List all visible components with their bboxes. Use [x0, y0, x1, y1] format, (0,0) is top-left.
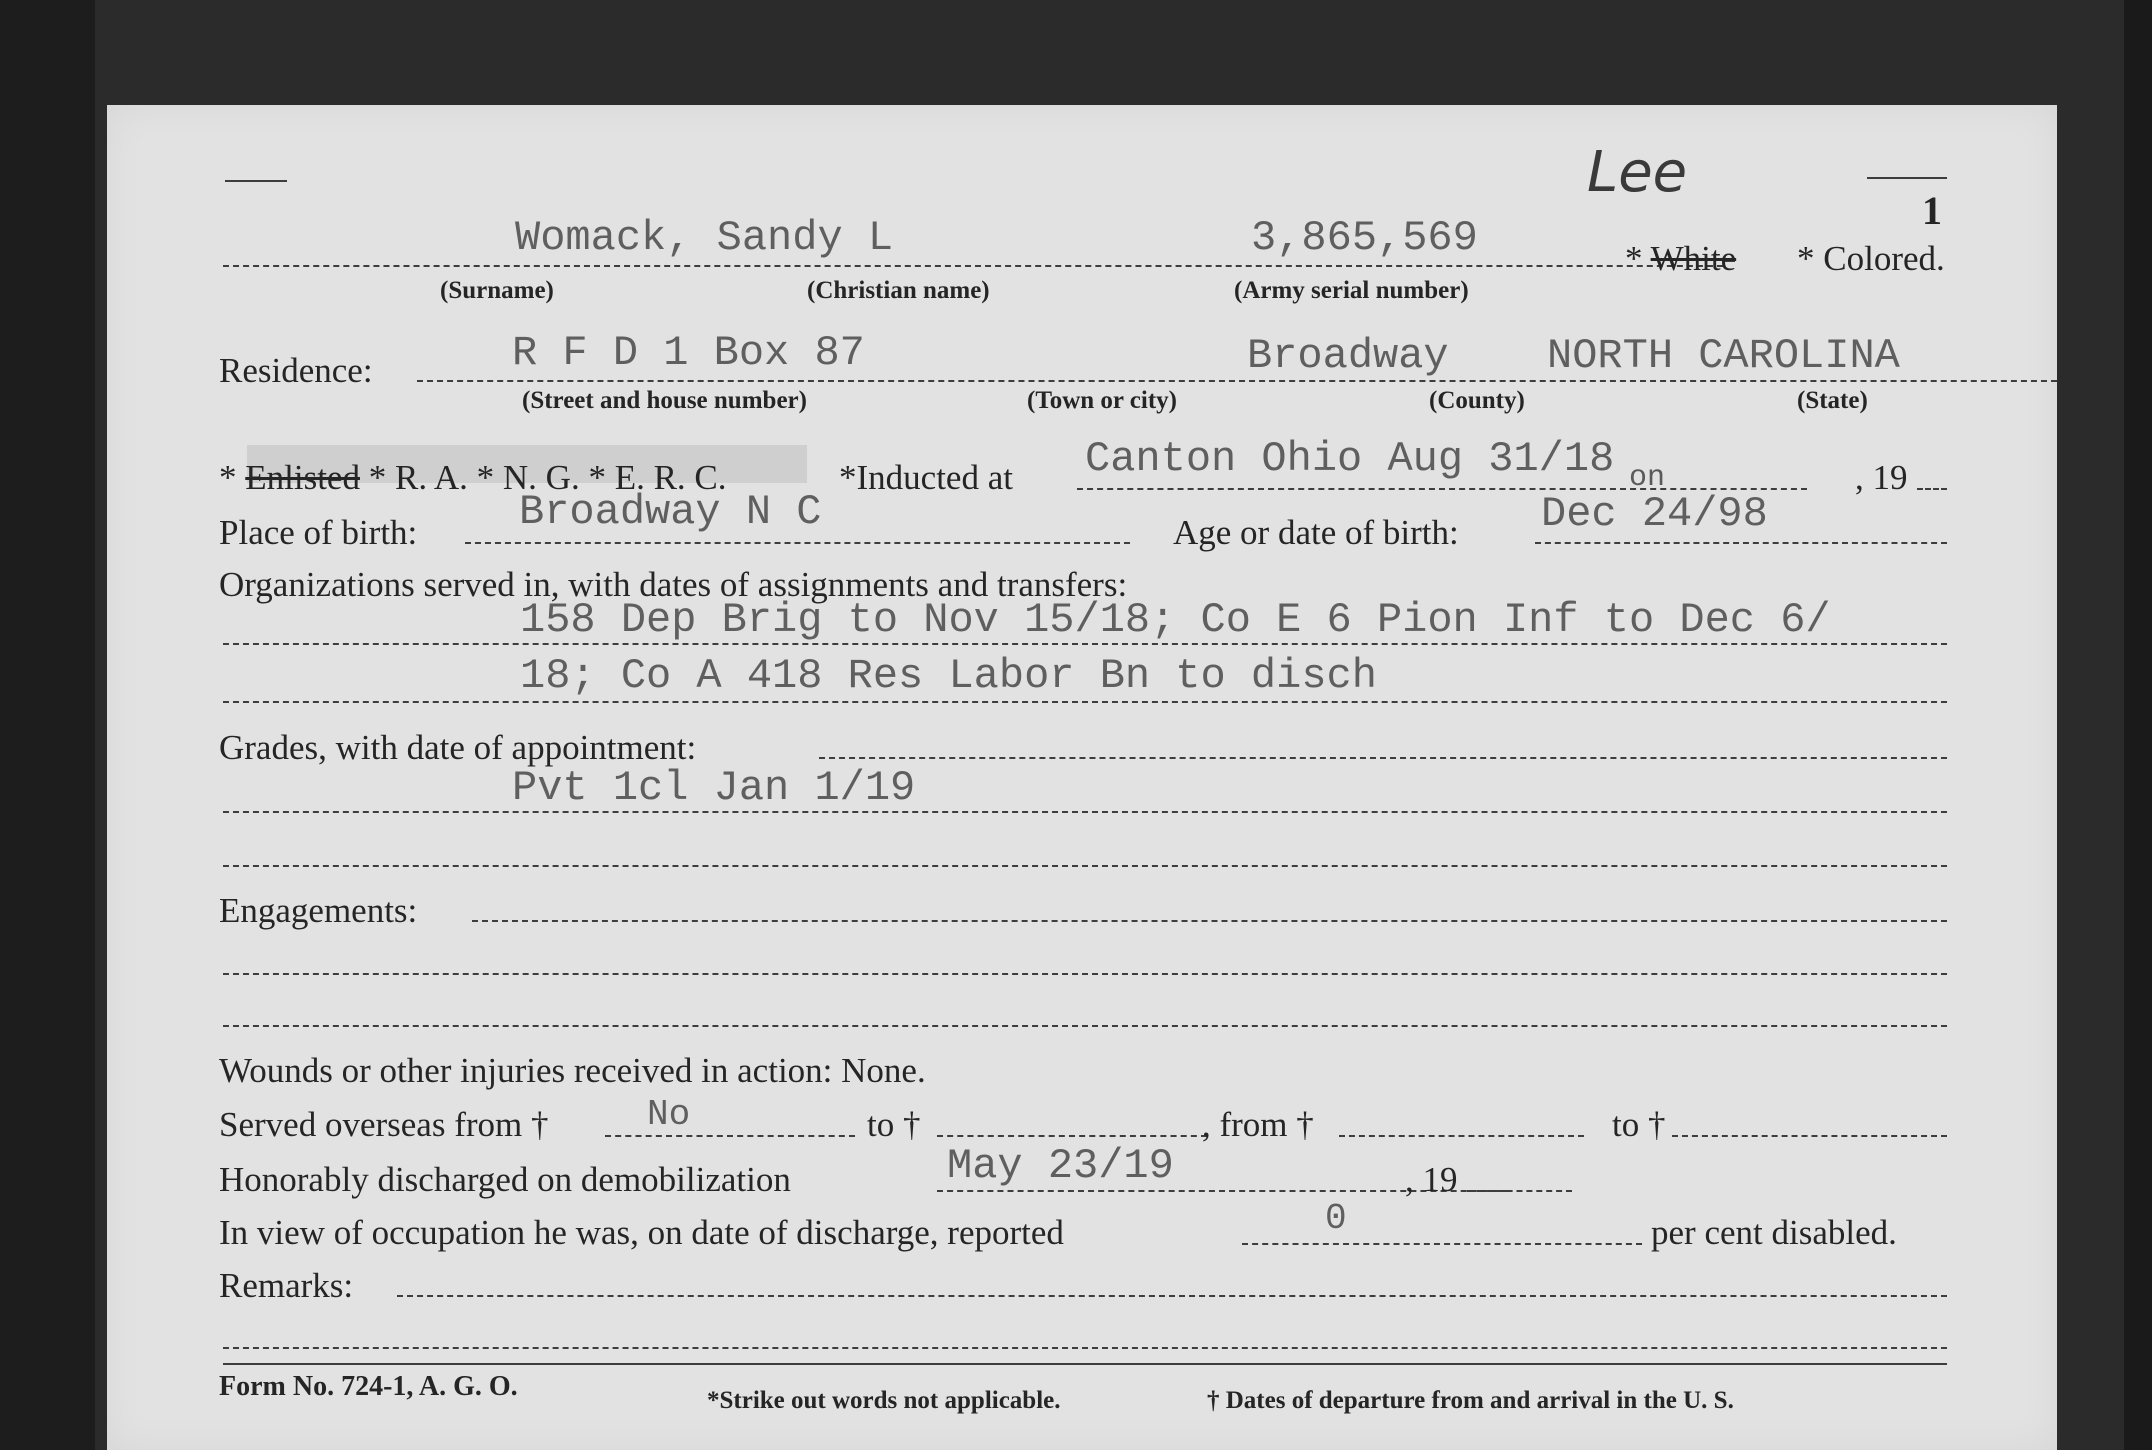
corner-rule-right [1867, 177, 1947, 179]
county-annotation: Lee [1587, 140, 1688, 205]
birth-place-value: Broadway N C [519, 488, 822, 536]
card-number: 1 [1922, 188, 1942, 233]
footnote-strike: *Strike out words not applicable. [707, 1387, 1061, 1414]
race-colored: * Colored. [1797, 239, 1945, 278]
caption-state: (State) [1797, 387, 1868, 414]
overseas-to-label: to † [867, 1105, 921, 1144]
race-selector: * White [1625, 239, 1737, 278]
residence-town: Broadway [1247, 332, 1449, 380]
serial-value: 3,865,569 [1251, 214, 1478, 262]
scan-border-left [0, 0, 95, 1450]
residence-street: R F D 1 Box 87 [512, 329, 865, 377]
birth-place-label: Place of birth: [219, 513, 418, 552]
wounds-statement: Wounds or other injuries received in action: None. [219, 1051, 926, 1090]
discharge-label: Honorably discharged on demobilization [219, 1160, 791, 1199]
occupation-label: In view of occupation he was, on date of discharge, reported [219, 1213, 1064, 1252]
footer-rule [223, 1363, 1947, 1365]
overseas-return-to-label: to † [1612, 1105, 1666, 1144]
engagements-rule-2 [223, 973, 1947, 975]
inducted-year-suffix: , 19 [1855, 458, 1908, 497]
disabled-line [1242, 1243, 1642, 1245]
remarks-rule-2 [223, 1347, 1947, 1349]
inducted-year-line [1917, 488, 1947, 490]
caption-county: (County) [1429, 387, 1525, 414]
birth-date-line [1535, 542, 1947, 544]
overseas-from-line [605, 1135, 855, 1137]
caption-street: (Street and house number) [522, 387, 807, 414]
grades-rule-2 [223, 811, 1947, 813]
overseas-return-to-line [1672, 1135, 1947, 1137]
residence-label: Residence: [219, 351, 373, 390]
enlistment-options: * Enlisted * R. A. * N. G. * E. R. C. [219, 458, 727, 497]
corner-rule-left [225, 180, 287, 182]
remarks-label: Remarks: [219, 1266, 354, 1305]
overseas-return-from-line [1339, 1135, 1584, 1137]
inducted-value: Canton Ohio Aug 31/18 [1085, 435, 1615, 483]
service-record-card [107, 105, 2057, 1450]
organizations-rule-1 [223, 643, 1947, 645]
birth-place-line [465, 542, 1130, 544]
engagements-label: Engagements: [219, 891, 418, 930]
caption-surname: (Surname) [440, 277, 554, 304]
discharge-year-suffix: , 19 [1405, 1160, 1458, 1199]
residence-line [417, 380, 2057, 382]
grades-value: Pvt 1cl Jan 1/19 [512, 764, 916, 812]
enlisted-struck: Enlisted [245, 458, 360, 497]
overseas-to-line [937, 1135, 1207, 1137]
caption-serial-number: (Army serial number) [1234, 277, 1469, 304]
caption-christian-name: (Christian name) [807, 277, 990, 304]
residence-state: NORTH CAROLINA [1547, 332, 1900, 380]
birth-date-value: Dec 24/98 [1541, 490, 1768, 538]
race-white-struck: White [1650, 239, 1737, 278]
inducted-label: *Inducted at [839, 458, 1013, 497]
organizations-rule-2 [223, 701, 1947, 703]
engagements-rule-3 [223, 1025, 1947, 1027]
grades-line [819, 757, 1947, 759]
disabled-suffix: per cent disabled. [1651, 1213, 1897, 1252]
remarks-line [397, 1295, 1947, 1297]
grades-label: Grades, with date of appointment: [219, 728, 697, 767]
scan-border-right [2124, 0, 2152, 1450]
name-value: Womack, Sandy L [515, 214, 894, 262]
engagements-line [472, 920, 1947, 922]
overseas-return-from-label: , from † [1202, 1105, 1314, 1144]
name-line [223, 265, 1723, 267]
organizations-line-2: 18; Co A 418 Res Labor Bn to disch [520, 652, 1377, 700]
on-label: on [1629, 461, 1666, 495]
footnote-dates: † Dates of departure from and arrival in the U. S. [1207, 1387, 1734, 1414]
discharge-date: May 23/19 [947, 1142, 1174, 1190]
disabled-value: 0 [1325, 1198, 1347, 1239]
discharge-year-line [1467, 1190, 1572, 1192]
organizations-line-1: 158 Dep Brig to Nov 15/18; Co E 6 Pion Inf to Dec 6/ [520, 596, 1831, 644]
grades-rule-3 [223, 865, 1947, 867]
caption-town: (Town or city) [1027, 387, 1177, 414]
birth-date-label: Age or date of birth: [1173, 513, 1459, 552]
overseas-from-value: No [647, 1094, 691, 1135]
organizations-label: Organizations served in, with dates of assignments and transfers: [219, 565, 1128, 604]
form-number: Form No. 724-1, A. G. O. [219, 1371, 518, 1402]
overseas-from-label: Served overseas from † [219, 1105, 549, 1144]
